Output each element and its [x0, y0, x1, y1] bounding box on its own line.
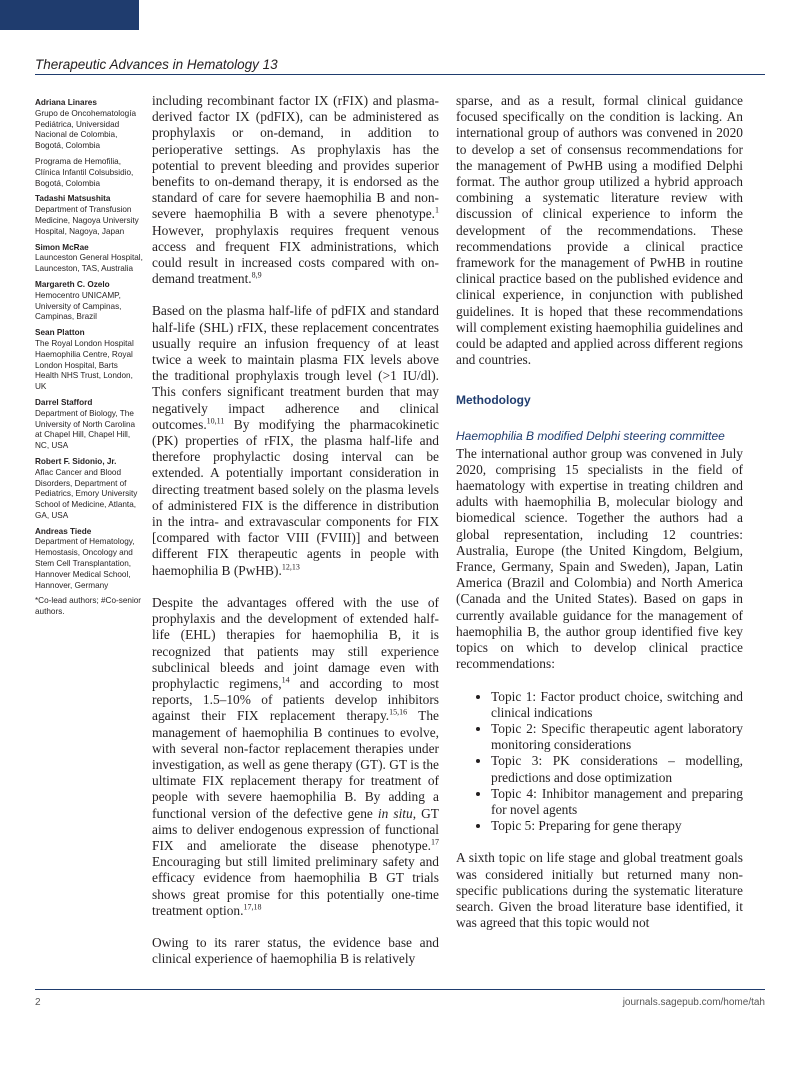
journal-title: Therapeutic Advances in Hematology 13	[35, 57, 278, 72]
text-run: and according to most reports, 1.5–10% of patients develop inhibitors against their FIX replacement therapy.	[152, 675, 439, 724]
paragraph: sparse, and as a result, formal clinical guidance focused specifically on the condition is lacking. An international group of authors was convened in 2020 to develop a set of consensus recommendations for the management of PwHB using a modified Delphi format. The author group utilized a hybrid approach combining a systematic literature review with discussion of clinical experience to inform the development of the recommendations. These recommendations provide a clinical practice framework for the management of PwHB in routine clinical practice based on the published evidence and clinical experience, in conjunction with published guidelines. It is hoped that these recommendations will complement existing haemophilia guidelines and could be adapted and applied across different regions and countries.	[456, 93, 743, 368]
affiliation-entry	[35, 194, 143, 237]
subsection-heading: Haemophilia B modified Delphi steering committee	[456, 428, 725, 443]
list-item: • Topic 3: PK considerations – modelling, predictions and dose optimization	[491, 753, 743, 785]
topic-list	[456, 689, 743, 835]
author-name: Sean Platton	[35, 328, 85, 338]
affiliation-entry	[35, 280, 143, 323]
citation-ref: 15,16	[389, 707, 408, 717]
affiliation-text: Grupo de Oncohematología Pediátrica, Universidad Nacional de Colombia, Bogotá, Colombia	[35, 108, 137, 151]
affiliation-entry	[35, 398, 143, 452]
citation-ref: 17,18	[243, 902, 262, 912]
list-item: • Topic 2: Specific therapeutic agent laboratory monitoring considerations	[491, 721, 743, 753]
paragraph	[152, 93, 439, 287]
author-name: Margareth C. Ozelo	[35, 279, 110, 289]
author-name: Andreas Tiede	[35, 526, 92, 536]
paragraph	[152, 595, 439, 919]
list-item: • Topic 1: Factor product choice, switching and clinical indications	[491, 689, 743, 721]
affiliation-entry	[35, 527, 143, 592]
list-item: • Topic 5: Preparing for gene therapy	[491, 818, 743, 834]
author-name: Tadashi Matsushita	[35, 194, 111, 204]
text-run: Encouraging but still limited preliminary safety and efficacy evidence from haemophilia B GT trials shows great promise for this potentially one-time treatment option.	[152, 854, 439, 918]
citation-ref: 17	[431, 837, 439, 847]
paragraph	[152, 303, 439, 578]
affiliation-text: The Royal London Hospital Haemophilia Centre, Royal London Hospital, Barts Health NHS Trust, London, UK	[35, 338, 134, 392]
text-run: The management of haemophilia B continues to evolve, with several non-factor replacement therapies under investigation, as well as gene therapy (GT). GT is the ultimate FIX replacement therapy for treatment of people with severe haemophilia B. By adding a functional version of the defective gene	[152, 708, 439, 821]
affiliation-entry	[35, 98, 143, 189]
paragraph: Owing to its rarer status, the evidence base and clinical experience of haemophilia B is relatively	[152, 934, 439, 967]
citation-ref: 10,11	[206, 416, 225, 426]
affiliation-text: Department of Transfusion Medicine, Nagoya University Hospital, Nagoya, Japan	[35, 205, 139, 236]
citation-ref: 14	[281, 675, 290, 685]
paragraph: The international author group was convened in July 2020, comprising 15 specialists in the field of haematology with expertise in treating children and adults with haemophilia B, molecular biology and biomedical science. Together the authors had a global representation, including 12 countries: Australia, Europe (the United Kingdom, Belgium, France, Germany, Spain and Sweden), Japan, Latin America (Brazil and Colombia) and North America (Canada and the United States). Based on gaps in currently available guidance for the management of haemophilia B, the author group identified five key topics on which to develop clinical practice recommendations:	[456, 445, 743, 672]
author-affiliations	[35, 98, 143, 618]
italic-term: in situ	[377, 805, 413, 821]
affiliation-text: Department of Biology, The University of North Carolina at Chapel Hill, Chapel Hill, NC, USA	[35, 408, 136, 451]
body-column-right	[456, 93, 743, 931]
citation-ref: 12,13	[281, 562, 300, 572]
affiliation-entry	[35, 243, 143, 275]
affiliation-text: Launceston General Hospital, Launceston, TAS, Australia	[35, 253, 143, 274]
affiliation-entry	[35, 328, 143, 393]
affiliation-text: Programa de Hemofilia, Clínica Infantil Colsubsidio, Bogotá, Colombia	[35, 156, 134, 188]
author-note: *Co-lead authors; #Co-senior authors.	[35, 596, 142, 617]
text-run: However, prophylaxis requires frequent venous access and frequent FIX administrations, which could result in increased costs compared with on-demand treatment.	[152, 222, 439, 287]
text-run: By modifying the pharmacokinetic (PK) properties of rFIX, the plasma half-life and therefore prophylactic dosing interval can be extended. A potentially important consideration in directing treatment based solely on the plasma levels of administered FIX is the difference in distribution in the intra- and extravascular components for FIX [compared with factor VIII (FVIII)] and between different FIX therapeutic agents in people with haemophilia B (PwHB).	[152, 416, 439, 578]
paragraph: A sixth topic on life stage and global treatment goals was considered initially but returned many non-specific publications during the systematic literature search. Given the broad literature base identified, it was agreed that this topic would not	[456, 850, 743, 931]
affiliation-text: Aflac Cancer and Blood Disorders, Department of Pediatrics, Emory University School of Medicine, Atlanta, GA, USA	[35, 467, 138, 520]
author-name: Adriana Linares	[35, 98, 97, 107]
affiliation-text: Hemocentro UNICAMP, University of Campinas, Campinas, Brazil	[35, 290, 122, 322]
page-number: 2	[35, 997, 41, 1008]
header-color-block	[0, 0, 139, 30]
list-item: • Topic 4: Inhibitor management and preparing for novel agents	[491, 786, 743, 818]
author-name: Darrel Stafford	[35, 397, 93, 407]
header-rule	[35, 74, 765, 75]
author-name: Simon McRae	[35, 242, 89, 252]
text-run: including recombinant factor IX (rFIX) and plasma-derived factor IX (pdFIX), can be administered as prophylaxis or on-demand, in addition to perioperative settings. As prophylaxis has the potential to prevent bleeding and provides superior benefits to on-demand therapy, it is endorsed as the standard of care for severe haemophilia B and non-severe haemophilia B with a severe phenotype.	[152, 93, 439, 222]
body-column-middle	[152, 93, 439, 967]
text-run: Despite the advantages offered with the use of prophylaxis and the development of extended half-life (EHL) therapies for haemophilia B, it is recognized that patients may still experience subclinical bleeds and joint damage even with prophylactic regimens,	[152, 594, 439, 691]
citation-ref: 8,9	[251, 270, 262, 280]
citation-ref: 1	[435, 205, 439, 215]
text-run: Based on the plasma half-life of pdFIX and standard half-life (SHL) rFIX, these replacement concentrates usually require an infusion frequency of at least twice a week to maintain plasma FIX levels above the traditional prophylaxis trough level (>1 IU/dl). This confers significant treatment burden that may negatively impact adherence and clinical outcomes.	[152, 303, 439, 432]
affiliation-text: Department of Hematology, Hemostasis, Oncology and Stem Cell Transplantation, Hannover Medical School, Hannover, Germany	[35, 537, 135, 590]
footer-url: journals.sagepub.com/home/tah	[622, 997, 765, 1008]
text-run: , GT aims to deliver endogenous expression of functional FIX and ameliorate the disease phenotype.	[152, 805, 439, 853]
author-name: Robert F. Sidonio, Jr.	[35, 456, 117, 466]
affiliation-entry	[35, 457, 143, 522]
footer-rule	[35, 989, 765, 990]
section-heading: Methodology	[456, 393, 531, 408]
